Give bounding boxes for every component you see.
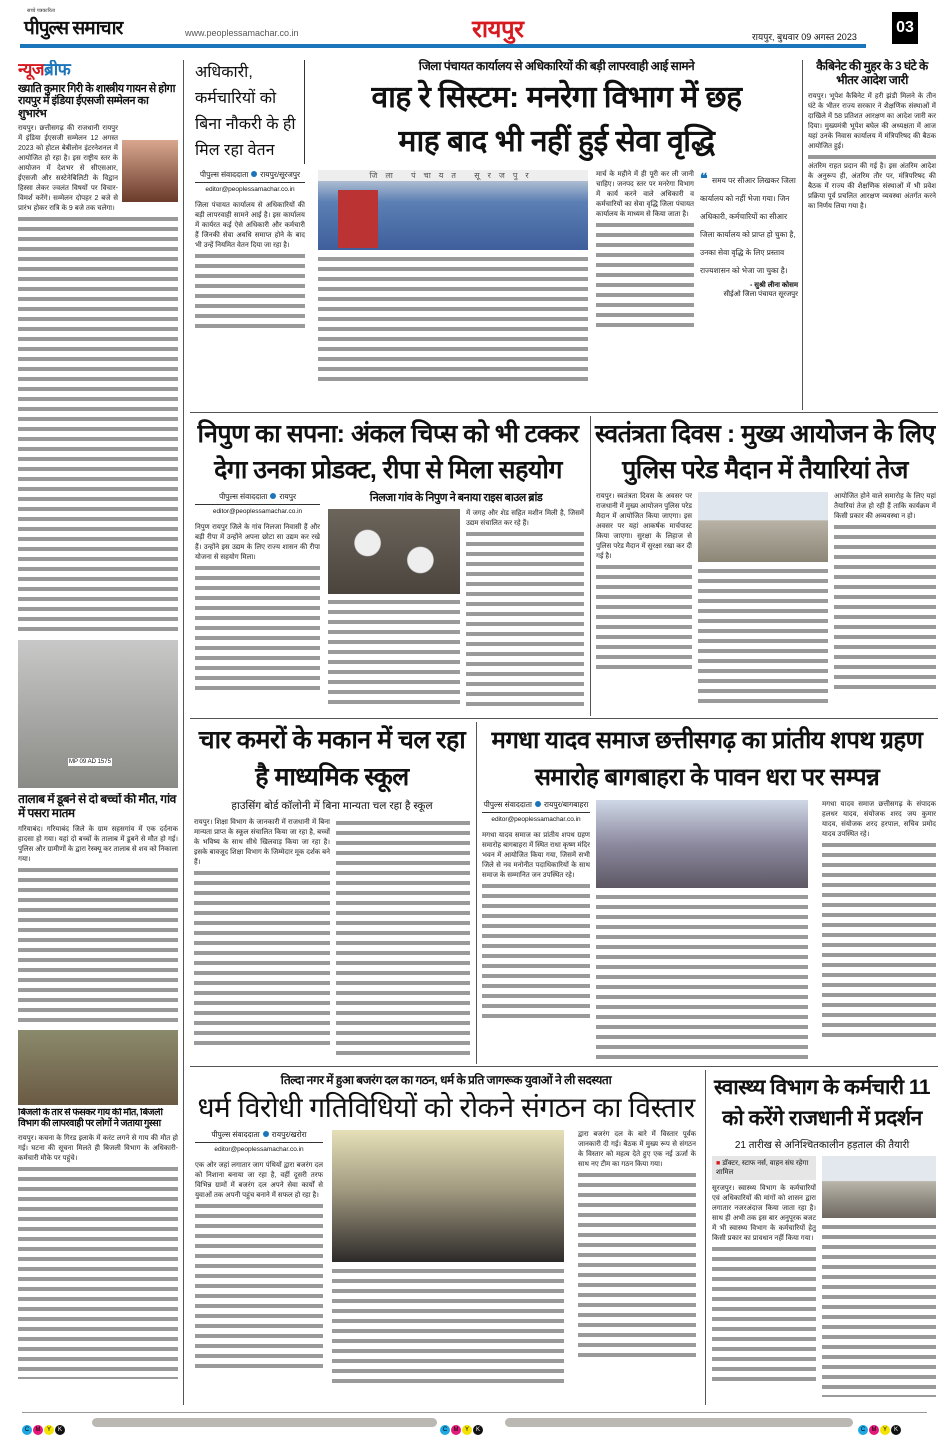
vehicle-plate: MP 09 AD 1575: [69, 759, 111, 765]
email-link[interactable]: editor@peoplessamachar.co.in: [205, 186, 295, 193]
health-body: सूरजपुर। स्वास्थ्य विभाग के कर्मचारियों एवं अधिकारियों की मांगों को शासन द्वारा लगातार नजरअंदाज किया जाता रहा है। साथ ही अभी तक इस बार अनुपूरक बजट में भी स्वास्थ्य विभाग के कर्मचारियों हेतु किसी प्रकार का प्रावधान नहीं किया गया।: [712, 1185, 816, 1242]
pull-quote: [700, 170, 798, 299]
brief-label: न्यूज: [18, 60, 44, 79]
byline-place: रायपुर: [279, 492, 297, 501]
cabinet-headline: कैबिनेट की मुहर के 3 घंटे के भीतर आदेश जारी: [816, 59, 928, 87]
byline-place: रायपुर/खरोरा: [271, 1129, 307, 1139]
yadav-col4: मगधा यादव समाज छत्तीसगढ़ के संपादक हलधर यादव, संयोजक शरद जय कुमार यादव, संयोजक शरद हरपाल, सचिव प्रमोद यादव उपस्थित रहे।: [822, 801, 936, 838]
byline-place: रायपुर/सूरजपुर: [260, 170, 301, 179]
health-headline: स्वास्थ्य विभाग के कर्मचारी 11 को करेंगे राजधानी में प्रदर्शन: [713, 1076, 931, 1130]
brief-body: रायपुर। छत्तीसगढ़ की राजधानी रायपुर में इंडिया ईएसजी सम्मेलन 12 अगस्त 2023 को होटल बेबीलोन इंटरनेशनल में आयोजित हो रहा है। इस राष्ट्रीय स्तर के आयोजन में देशभर से सीएसआर, ईएसजी और सस्टेनेबिलिटी के विद्वान हिस्सा लेकर ज्वलंत विषयों पर विचार-विमर्श करेंगे। सम्मेलन दोपहर 2 बजे से प्रारंभ होकर रात्रि के 9 बजे तक चलेगा।: [18, 125, 118, 213]
email-link[interactable]: editor@peoplessamachar.co.in: [214, 1145, 304, 1153]
byline: पीपुल्स संवाददाता: [218, 492, 268, 501]
yadav-body: मगधा यादव समाज का प्रांतीय शपथ ग्रहण समारोह बागबाहरा में स्थित राधा कृष्ण मंदिर भवन में आयोजित किया गया, जिसमें सभी जिले से नव मनोनीत पदाधिकारियों के साथ समाज के सम्मानित जन उपस्थित रहे।: [482, 832, 590, 879]
yadav-headline: मगधा यादव समाज छत्तीसगढ़ का प्रांतीय शपथ ग्रहण समारोह बागबाहरा के पावन धरा पर सम्पन्न: [491, 727, 923, 791]
electric-headline: बिजली के तार से फंसकर गाय की मौत, बिजली विभाग की लापरवाही पर लोगों ने जताया गुस्सा: [18, 1108, 163, 1129]
health-story: [708, 1070, 936, 1405]
cow-photo: [18, 1030, 178, 1105]
parade-ground-photo: [698, 492, 828, 562]
mnrega-body-cont: [318, 254, 588, 384]
health-bullet: डॉक्टर, स्टाफ नर्स, वाहन संघ रहेगा शामिल: [716, 1160, 809, 1176]
byline: पीपुल्स संवाददाता: [211, 1129, 260, 1139]
byline-place: रायपुर/बागबाहरा: [543, 800, 589, 809]
mnrega-headline-line2: माह बाद भी नहीं हुई सेवा वृद्धि: [398, 124, 715, 158]
mnrega-headline: [313, 76, 800, 164]
registration-marks-center: C M Y K: [440, 1418, 484, 1436]
electric-story: [18, 1108, 178, 1406]
parade-story: [594, 416, 936, 716]
health-bullet-box: [712, 1156, 816, 1180]
brief-label-2: ब्रीफ: [44, 60, 71, 79]
nipun-body: निपुण रायपुर जिले के गांव निलजा निवासी हैं और बड़ी रीपा में उन्होंने अपना छोटा सा उद्यम कर रखे हैं। उन्होंने इस उद्यम के लिए राज्य शासन की रीपा योजना से सहयोग मिला।: [195, 524, 320, 561]
zila-panchayat-photo: [318, 170, 588, 250]
edition-title: रायपुर: [472, 16, 524, 43]
masthead: [22, 8, 922, 48]
logo-tagline: सच्चे पत्रकारिता: [27, 8, 56, 14]
cabinet-body: रायपुर। भूपेश कैबिनेट में हरी झंडी मिलने के तीन घंटे के भीतर राज्य सरकार ने शैक्षणिक संस्थाओं में दाखिले में 58 प्रतिशत आरक्षण का आदेश जारी कर दिया। मुख्यमंत्री भूपेश बघेल की अध्यक्षता में आज यहां उनके निवास कार्यालय में मंत्रिपरिषद की बैठक आयोजित हुई।: [808, 92, 936, 150]
bullet-icon: ■: [716, 1160, 721, 1167]
email-link[interactable]: editor@peoplessamachar.co.in: [491, 816, 581, 823]
header-rule: [20, 44, 866, 48]
building-sign: जिला पंचायत सूरजपुर: [318, 170, 588, 181]
rice-bowl-photo: [328, 509, 460, 594]
parade-col3: आयोजित होने वाले समारोह के लिए यहां तैयारियां तेज हो रही हैं ताकि कार्यक्रम में किसी प्रकार की अव्यवस्था न हो।: [834, 493, 936, 520]
email-link[interactable]: editor@peoplessamachar.co.in: [212, 508, 303, 515]
byline: पीपुल्स संवाददाता: [199, 170, 249, 179]
school-body: रायपुर। शिक्षा विभाग के जानकारी में राजधानी में बिना मान्यता प्राप्त के स्कूल संचालित किया जा रहा है, बच्चों के भविष्य के साथ सीधे खिलवाड़ किया जा रहा है। इसके बावजूद शिक्षा विभाग के जिम्मेदार मूक दर्शक बने हैं।: [194, 819, 330, 866]
drowning-headline: तालाब में डूबने से दो बच्चों की मौत, गांव में पसरा मातम: [18, 793, 176, 820]
quote-icon: ❝: [700, 170, 708, 186]
bajrang-group-photo: [332, 1130, 564, 1262]
bajrang-headline: धर्म विरोधी गतिविधियों को रोकने संगठन का विस्तार: [197, 1091, 695, 1123]
nipun-subhead: निलजा गांव के निपुण ने बनाया राइस बाउल ब्रांड: [369, 492, 543, 504]
quote-author: - सुश्री लीना कोसम: [749, 282, 798, 289]
color-bar: [505, 1418, 853, 1427]
school-story: [190, 722, 474, 1064]
singer-photo: [122, 140, 178, 202]
bajrang-story: [190, 1070, 702, 1405]
yadav-story: [478, 722, 936, 1064]
bajrang-kicker: तिल्दा नगर में हुआ बजरंग दल का गठन, धर्म के प्रति जागरूक युवाओं ने ली सदस्यता: [280, 1073, 612, 1087]
nipun-col2: में जगह और शेड सहित मशीन मिली है, जिसमें उद्यम संचालित कर रहे हैं।: [466, 509, 584, 527]
website-url[interactable]: www.peoplessamachar.co.in: [185, 28, 299, 38]
parade-body: रायपुर। स्वतंत्रता दिवस के अवसर पर राजधानी में मुख्य आयोजन पुलिस परेड मैदान में आयोजित किया जाएगा। इस अवसर पर यहां आकर्षक मार्चपास्ट किया जाएगा। सुरक्षा के लिहाज से पुलिस परेड मैदान में सुरक्षा रखा कर दी गई है।: [596, 493, 692, 560]
health-office-photo: [822, 1156, 936, 1218]
mnrega-headline-line1: वाह रे सिस्टम: मनरेगा विभाग में छह: [371, 80, 742, 114]
electric-body: रायपुर। कचना के गिरड इलाके में करंट लगने से गाय की मौत हो गई। घटना की सूचना मिलते ही बिजली विभाग के अधिकारी-कर्मचारी मौके पर पहुंचे।: [18, 1134, 178, 1162]
mnrega-side-deck: अधिकारी, कर्मचारियों को बिना नौकरी के ही मिल रहा वेतन: [190, 60, 305, 164]
registration-marks-left: C M Y K: [22, 1418, 66, 1436]
registration-marks-right: C M Y K: [858, 1418, 902, 1436]
page-number: 03: [892, 12, 918, 44]
nipun-headline: निपुण का सपना: अंकल चिप्स को भी टक्कर देगा उनका प्रोडक्ट, रीपा से मिला सहयोग: [197, 420, 579, 484]
parade-headline: स्वतंत्रता दिवस : मुख्य आयोजन के लिए पुलिस परेड मैदान में तैयारियां तेज: [595, 420, 935, 484]
quote-text: समय पर सीआर लिखकर जिला कार्यालय को नहीं भेजा गया। जिन अधिकारी, कर्मचारियों का सीआर जिला कार्यालय को प्राप्त हो चुका है, उनका सेवा वृद्धि के लिए प्रस्ताव राज्यशासन को भेजा जा चुका है।: [700, 176, 796, 275]
cabinet-body-tail: अंतरिम राहत प्रदान की गई है। इस अंतरिम आदेश के अनुरूप ही, अंतरिम तौर पर, मंत्रिपरिषद की बैठक में राज्य की शैक्षणिक संस्थाओं में भी प्रवेश प्रक्रिया पूर्व प्रचलित आरक्षण व्यवस्था अंतर्गत करने का निर्णय लिया गया है।: [808, 162, 936, 210]
bajrang-col3: द्वारा बजरंग दल के बारे में विस्तार पूर्वक जानकारी दी गई। बैठक में मुख्य रूप से संगठन के विस्तार को महत्व देते हुए एक नई ऊर्जा के साथ नए टीम का गठन किया गया।: [578, 1130, 696, 1168]
byline: पीपुल्स संवाददाता: [483, 800, 532, 809]
ambulance-photo: [18, 640, 178, 788]
drowning-story: [18, 793, 178, 1025]
samaj-group-photo: [596, 800, 808, 888]
mnrega-story: [190, 60, 800, 410]
mnrega-body: जिला पंचायत कार्यालय से अधिकारियों की बड़ी लापरवाही सामने आई है। इस कार्यालय में कार्यरत कई ऐसे अधिकारी और कर्मचारी हैं जिनकी सेवा अवधि समाप्त होने के बाद भी उन्हें नियमित वेतन दिया जा रहा है।: [195, 202, 305, 249]
brief-headline: ख्याति कुमार गिरी के शास्त्रीय गायन से होगा रायपुर में इंडिया ईएसजी सम्मेलन का शुभारंभ: [18, 82, 175, 120]
bajrang-body: एक ओर जहां लगातार जाग पंथियों द्वारा बजरंग दल को निशाना बनाया जा रहा है, वहीं दूसरी तरफ विभिन्न ग्रामों में बजरंग दल अपने सेवा कार्यों से युवाओं तक अपनी पहुंच बनाने में सफल हो रहा है।: [195, 1161, 323, 1199]
quote-role: सीईओ जिला पंचायत सूरजपुर: [723, 291, 798, 298]
mnrega-kicker: जिला पंचायत कार्यालय से अधिकारियों की बड़ी लापरवाही आई सामने: [418, 59, 695, 73]
drowning-body: गरियाबंद। गरियाबंद जिले के ग्राम सहसगांव में एक दर्दनाक हादसा हो गया। यहां दो बच्चों के तालाब में डूबने से मौत हो गई। पुलिस और ग्रामीणों के द्वारा रेस्क्यू कर तालाब से शव को निकाला गया।: [18, 825, 178, 863]
cabinet-story: [808, 60, 936, 212]
nipun-story: [190, 416, 586, 716]
mnrega-col2: मार्च के महीने में ही पूरी कर ली जानी चाहिए। जनपद स्तर पर मनरेगा विभाग में कार्य करने वाले अधिकारी व कर्मचारियों का सेवा वृद्धि जिला पंचायत कार्यालय के माध्यम से किया जाता है।: [596, 171, 694, 218]
newspaper-logo: पीपुल्स समाचार: [24, 18, 123, 39]
issue-date: रायपुर, बुधवार 09 अगस्त 2023: [752, 32, 857, 42]
school-subhead: हाउसिंग बोर्ड कॉलोनी में बिना मान्यता चल रहा है स्कूल: [231, 800, 433, 812]
health-subhead: 21 तारीख से अनिश्चितकालीन हड़ताल की तैयारी: [734, 1140, 910, 1151]
color-bar: [92, 1418, 437, 1427]
school-headline: चार कमरों के मकान में चल रहा है माध्यमिक स्कूल: [198, 726, 466, 791]
news-brief: [18, 60, 178, 635]
